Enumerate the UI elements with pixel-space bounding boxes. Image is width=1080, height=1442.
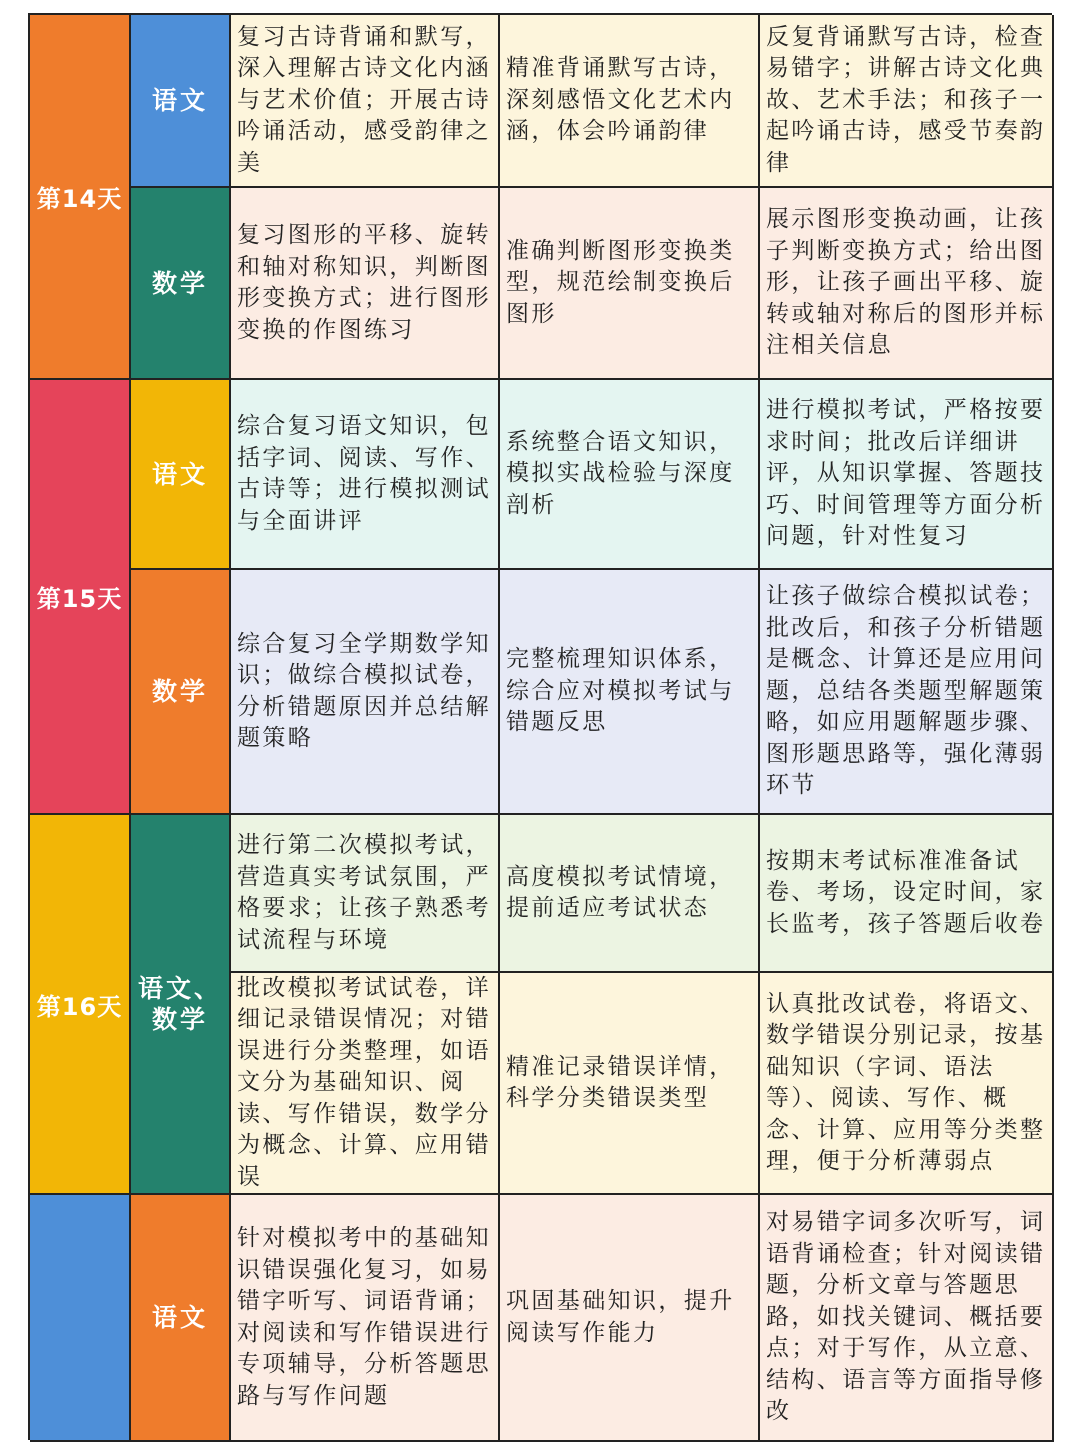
content-text: 综合复习语文知识，包括字词、阅读、写作、古诗等；进行模拟测试与全面讲评 bbox=[237, 413, 491, 534]
review-schedule-table bbox=[28, 13, 1052, 1440]
content-text: 进行第二次模拟考试，营造真实考试氛围，严格要求；让孩子熟悉考试流程与环境 bbox=[237, 832, 491, 953]
method-text: 按期末考试标准准备试卷、考场，设定时间，家长监考，孩子答题后收卷 bbox=[766, 847, 1046, 937]
goal-text: 精准背诵默写古诗，深刻感悟文化艺术内涵，体会吟诵韵律 bbox=[506, 55, 735, 145]
method-text: 展示图形变换动画，让孩子判断变换方式；给出图形，让孩子画出平移、旋转或轴对称后的图形并标注相关信息 bbox=[766, 206, 1046, 359]
content-text: 复习古诗背诵和默写，深入理解古诗文化内涵与艺术价值；开展古诗吟诵活动，感受韵律之美 bbox=[237, 23, 491, 176]
content-cell bbox=[231, 973, 500, 1195]
goal-text: 高度模拟考试情境，提前适应考试状态 bbox=[506, 863, 735, 921]
goal-cell bbox=[500, 15, 760, 188]
content-cell bbox=[231, 815, 500, 973]
content-cell bbox=[231, 380, 500, 570]
day-label-14: 第14天 bbox=[30, 15, 131, 380]
method-cell bbox=[760, 380, 1054, 570]
goal-text: 巩固基础知识，提升阅读写作能力 bbox=[506, 1288, 735, 1346]
content-text: 批改模拟考试试卷，详细记录错误情况；对错误进行分类整理，如语文分为基础知识、阅读、写作错误，数学分为概念、计算、应用错误 bbox=[237, 974, 491, 1190]
day-label-17 bbox=[30, 1195, 131, 1442]
subject-cell: 语文、数学 bbox=[131, 815, 231, 1195]
subject-cell: 数学 bbox=[131, 188, 231, 380]
content-text: 综合复习全学期数学知识；做综合模拟试卷，分析错题原因并总结解题策略 bbox=[237, 630, 491, 751]
goal-cell bbox=[500, 570, 760, 815]
day-label-16: 第16天 bbox=[30, 815, 131, 1195]
method-cell bbox=[760, 815, 1054, 973]
method-cell bbox=[760, 570, 1054, 815]
goal-text: 完整梳理知识体系，综合应对模拟考试与错题反思 bbox=[506, 646, 735, 736]
goal-cell bbox=[500, 188, 760, 380]
method-text: 让孩子做综合模拟试卷；批改后，和孩子分析错题是概念、计算还是应用问题，总结各类题型解题策略，如应用题解题步骤、图形题思路等，强化薄弱环节 bbox=[766, 583, 1046, 799]
content-cell bbox=[231, 15, 500, 188]
method-cell bbox=[760, 973, 1054, 1195]
method-text: 反复背诵默写古诗，检查易错字；讲解古诗文化典故、艺术手法；和孩子一起吟诵古诗，感受节奏韵律 bbox=[766, 23, 1046, 176]
subject-cell: 语文 bbox=[131, 380, 231, 570]
content-text: 针对模拟考中的基础知识错误强化复习，如易错字听写、词语背诵；对阅读和写作错误进行专项辅导，分析答题思路与写作问题 bbox=[237, 1225, 491, 1409]
method-cell bbox=[760, 188, 1054, 380]
day-label-15: 第15天 bbox=[30, 380, 131, 815]
goal-cell bbox=[500, 380, 760, 570]
goal-cell bbox=[500, 815, 760, 973]
subject-cell: 数学 bbox=[131, 570, 231, 815]
method-text: 进行模拟考试，严格按要求时间；批改后详细讲评，从知识掌握、答题技巧、时间管理等方面分析问题，针对性复习 bbox=[766, 397, 1046, 550]
method-cell bbox=[760, 1195, 1054, 1442]
method-text: 认真批改试卷，将语文、数学错误分别记录，按基础知识（字词、语法等）、阅读、写作、概念、计算、应用等分类整理，便于分析薄弱点 bbox=[766, 990, 1046, 1174]
content-text: 复习图形的平移、旋转和轴对称知识，判断图形变换方式；进行图形变换的作图练习 bbox=[237, 222, 491, 343]
goal-text: 系统整合语文知识，模拟实战检验与深度剖析 bbox=[506, 428, 735, 518]
method-cell bbox=[760, 15, 1054, 188]
goal-text: 精准记录错误详情，科学分类错误类型 bbox=[506, 1053, 735, 1111]
goal-cell bbox=[500, 1195, 760, 1442]
method-text: 对易错字词多次听写，词语背诵检查；针对阅读错题，分析文章与答题思路，如找关键词、概括要点；对于写作，从立意、结构、语言等方面指导修改 bbox=[766, 1209, 1046, 1425]
subject-cell: 语文 bbox=[131, 1195, 231, 1442]
subject-cell: 语文 bbox=[131, 15, 231, 188]
goal-text: 准确判断图形变换类型，规范绘制变换后图形 bbox=[506, 237, 735, 327]
content-cell bbox=[231, 1195, 500, 1442]
goal-cell bbox=[500, 973, 760, 1195]
content-cell bbox=[231, 570, 500, 815]
content-cell bbox=[231, 188, 500, 380]
